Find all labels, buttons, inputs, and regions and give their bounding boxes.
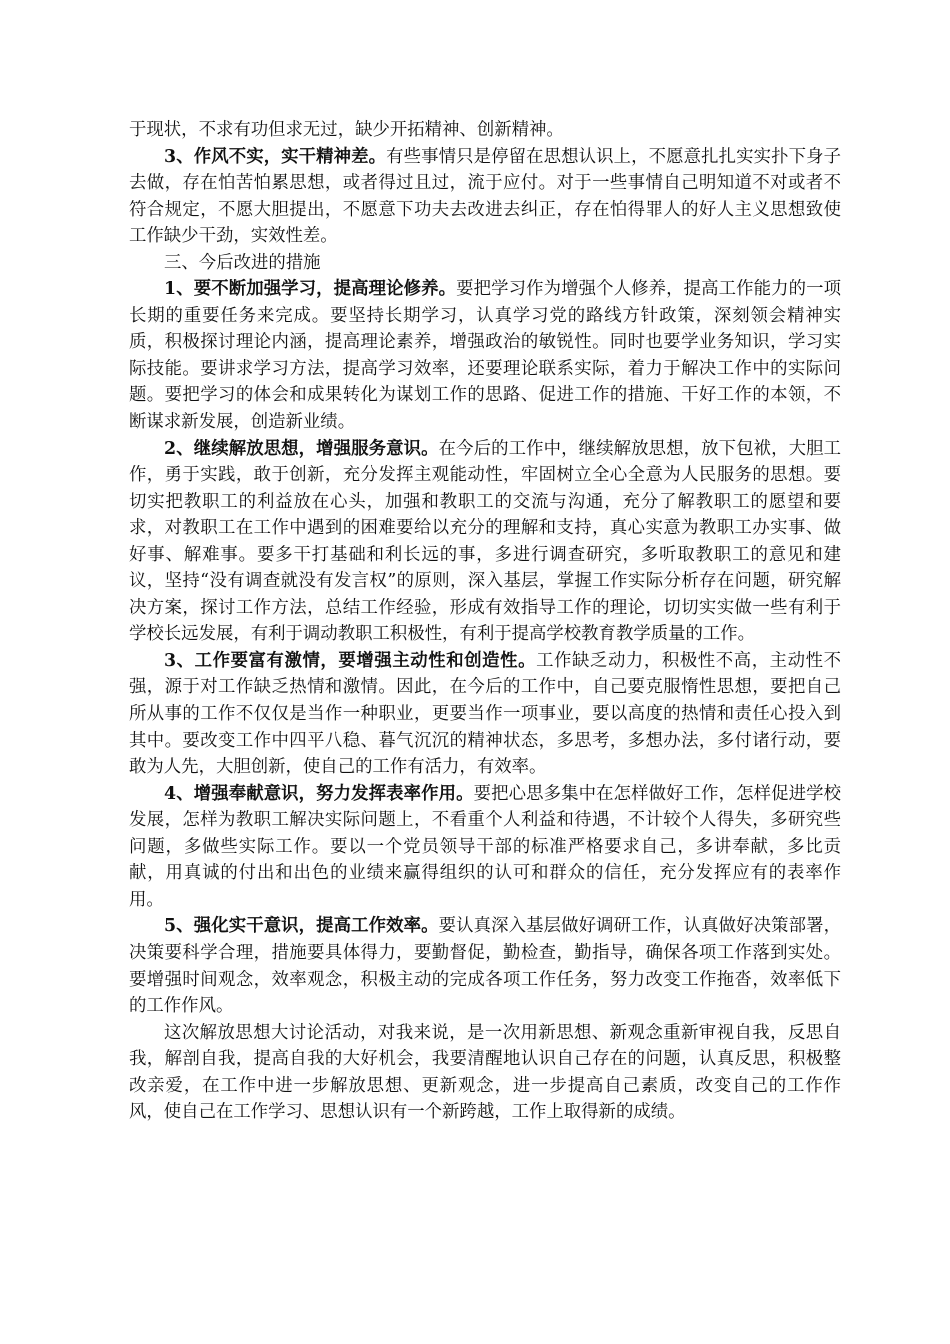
paragraph-measure-4 — [129, 781, 841, 914]
paragraph-lead: 5、强化实干意识，提高工作效率。 — [164, 916, 439, 937]
paragraph-lead: 4、增强奉献意识，努力发挥表率作用。 — [164, 783, 474, 804]
paragraph-problem-3 — [129, 144, 841, 250]
paragraph-text: 于现状，不求有功但求无过，缺少开拓精神、创新精神。 — [129, 120, 564, 140]
paragraph-closing — [129, 1020, 841, 1126]
paragraph-lead: 3、作风不实，实干精神差。 — [164, 146, 387, 167]
paragraph-continuation — [129, 117, 841, 144]
section-heading — [129, 250, 841, 277]
section-heading-text: 三、今后改进的措施 — [164, 252, 321, 273]
paragraph-measure-3 — [129, 648, 841, 781]
paragraph-text: 要认真深入基层做好调研工作，认真做好决策部署，决策要科学合理，措施要具体得力，要勤督促，勤检查，勤指导，确保各项工作落到实处。要增强时间观念，效率观念，积极主动的完成各项工作任务，努力改变工作拖沓，效率低下的工作作风。 — [129, 916, 841, 1017]
paragraph-text: 工作缺乏动力，积极性不高，主动性不强，源于对工作缺乏热情和激情。因此，在今后的工作中，自己要克服惰性思想，要把自己所从事的工作不仅仅是当作一种职业，更要当作一项事业，要以高度的热情和责任心投入到其中。要改变工作中四平八稳、暮气沉沉的精神状态，多思考，多想办法，多付诸行动，要敢为人先，大胆创新，使自己的工作有活力，有效率。 — [129, 650, 841, 778]
paragraph-lead: 1、要不断加强学习，提高理论修养。 — [164, 279, 457, 300]
paragraph-lead: 2、继续解放思想，增强服务意识。 — [164, 438, 439, 459]
paragraph-measure-5 — [129, 913, 841, 1019]
paragraph-text: 要把学习作为增强个人修养，提高工作能力的一项长期的重要任务来完成。要坚持长期学习，认真学习党的路线方针政策，深刻领会精神实质，积极探讨理论内涵，提高理论素养，增强政治的敏锐性。同时也要学业务知识，学习实际技能。要讲求学习方法，提高学习效率，还要理论联系实际，着力于解决工作中的实际问题。要把学习的体会和成果转化为谋划工作的思路、促进工作的措施、干好工作的本领，不断谋求新发展，创造新业绩。 — [129, 279, 841, 433]
paragraph-text: 在今后的工作中，继续解放思想，放下包袱，大胆工作，勇于实践，敢于创新，充分发挥主观能动性，牢固树立全心全意为人民服务的思想。要切实把教职工的利益放在心头，加强和教职工的交流与沟通，充分了解教职工的愿望和要求，对教职工在工作中遇到的困难要给以充分的理解和支持，真心实意为教职工办实事、做好事、解难事。要多干打基础和利长远的事，多进行调查研究，多听取教职工的意见和建议，坚持“没有调查就没有发言权”的原则，深入基层，掌握工作实际分析存在问题，研究解决方案，探讨工作方法，总结工作经验，形成有效指导工作的理论，切切实实做一些有利于学校长远发展，有利于调动教职工积极性，有利于提高学校教育教学质量的工作。 — [129, 438, 841, 645]
paragraph-measure-1 — [129, 276, 841, 435]
paragraph-measure-2 — [129, 436, 841, 648]
paragraph-text: 这次解放思想大讨论活动，对我来说，是一次用新思想、新观念重新审视自我，反思自我，解剖自我，提高自我的大好机会，我要清醒地认识自己存在的问题，认真反思，积极整改亲爱，在工作中进一步解放思想、更新观念，进一步提高自己素质，改变自己的工作作风，使自己在工作学习、思想认识有一个新跨越，工作上取得新的成绩。 — [129, 1022, 841, 1123]
paragraph-lead: 3、工作要富有激情，要增强主动性和创造性。 — [164, 650, 537, 671]
paragraph-text: 要把心思多集中在怎样做好工作，怎样促进学校发展，怎样为教职工解决实际问题上，不看重个人利益和待遇，不计较个人得失，多研究些问题，多做些实际工作。要以一个党员领导干部的标准严格要求自己，多讲奉献，多比贡献，用真诚的付出和出色的业绩来赢得组织的认可和群众的信任，充分发挥应有的表率作用。 — [129, 783, 841, 910]
paragraph-text: 有些事情只是停留在思想认识上，不愿意扎扎实实扑下身子去做，存在怕苦怕累思想，或者得过且过，流于应付。对于一些事情自己明知道不对或者不符合规定，不愿大胆提出，不愿意下功夫去改进去纠正，存在怕得罪人的好人主义思想致使工作缺少干劲，实效性差。 — [129, 146, 841, 247]
document-page — [129, 117, 841, 1126]
